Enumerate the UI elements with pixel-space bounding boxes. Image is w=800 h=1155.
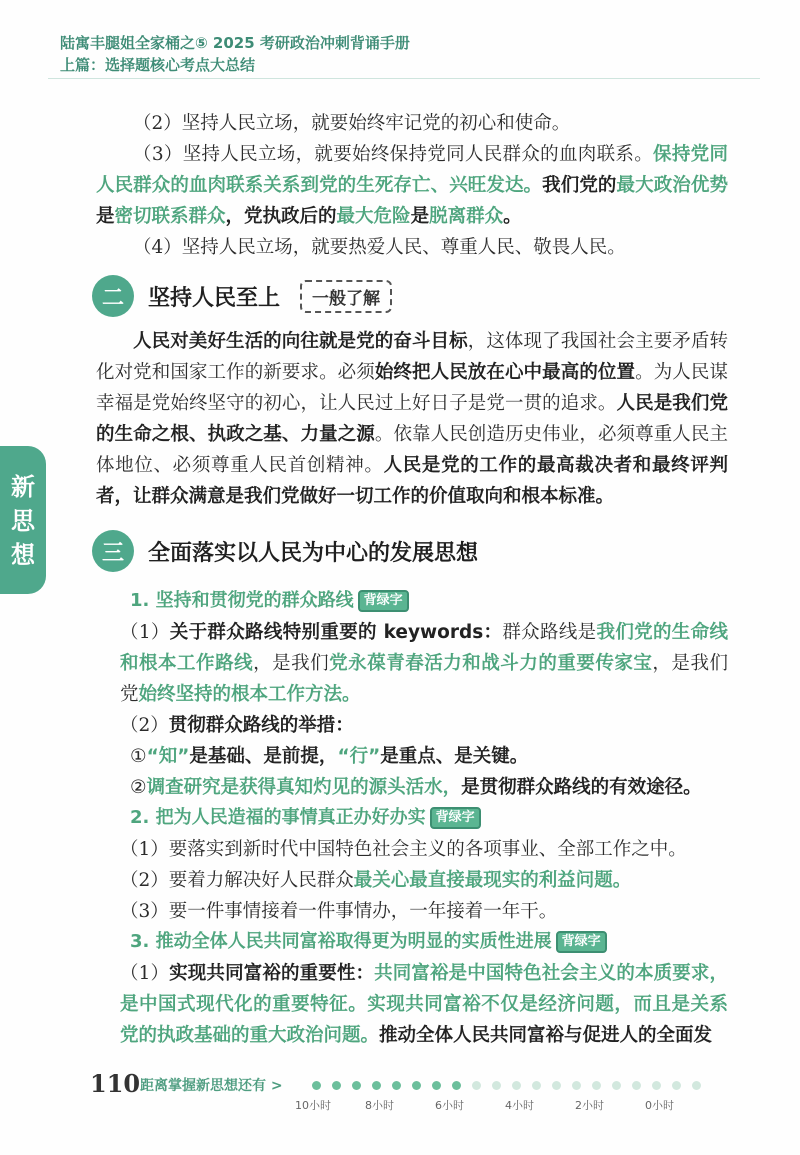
section-title: 坚持人民至上 — [148, 285, 281, 311]
highlight-green: 共同富裕是中国特色社会主义的本质要求，是中国式现代化的重要特征。实现共同富裕不仅是经济问题，而且是关系党的执政基础的重大政治问题。 — [120, 963, 728, 1046]
progress-dot — [332, 1081, 341, 1090]
subheading-3 — [130, 927, 607, 957]
tick-label: 4小时 — [505, 1099, 534, 1112]
s2-paragraph-2 — [120, 865, 728, 896]
text-span: 。为人民谋幸福是党始终坚守的初心，让人民过上好日子是党一贯的追求。 — [96, 362, 728, 414]
memorize-badge: 背绿字 — [430, 807, 481, 829]
progress-dot — [672, 1081, 681, 1090]
subheading-text: 3. 推动全体人民共同富裕取得更为明显的实质性进展 — [130, 931, 552, 952]
highlight-green: 调查研究是获得真知灼见的源头活水， — [146, 777, 462, 798]
highlight-green: 最大政治优势 — [616, 175, 728, 196]
highlight-green: 党永葆青春活力和战斗力的重要传家宝 — [329, 653, 653, 674]
text-span: （2） — [120, 715, 169, 736]
progress-dot — [612, 1081, 621, 1090]
highlight-green: 最大危险 — [336, 206, 411, 227]
s1-paragraph-1 — [120, 617, 728, 710]
highlight-green: 始终坚持的根本工作方法。 — [138, 684, 361, 705]
text-bold: 是 — [96, 206, 115, 227]
text-bold: 实现共同富裕的重要性： — [169, 963, 375, 984]
text-span: ① — [130, 746, 147, 767]
progress-dot — [392, 1081, 401, 1090]
text-bold: 是贯彻群众路线的有效途径。 — [461, 777, 702, 798]
side-tab-char: 想 — [11, 541, 35, 569]
paragraph-p2: （2）坚持人民立场，就要始终牢记党的初心和使命。 — [133, 113, 571, 134]
text-bold: 是基础、是前提， — [189, 746, 338, 767]
running-header — [60, 32, 410, 76]
progress-dot — [652, 1081, 661, 1090]
highlight-green: 保持党同人民群众的血肉联系关系到党的生死存亡、兴旺发达。 — [96, 144, 728, 196]
text-bold: 是 — [410, 206, 430, 227]
highlight-green: 我们党的生命线和根本工作路线 — [120, 622, 728, 674]
side-tab-char: 新 — [11, 473, 35, 501]
side-tab-char: 思 — [11, 507, 35, 535]
progress-dot — [312, 1081, 321, 1090]
highlight-green: “知” — [146, 746, 190, 767]
text-bold: 关于群众路线特别重要的 keywords： — [169, 622, 503, 643]
progress-dot — [632, 1081, 641, 1090]
section-number-icon: 二 — [92, 275, 134, 317]
subheading-text: 2. 把为人民造福的事情真正办好办实 — [130, 807, 426, 828]
tick-label: 0小时 — [645, 1099, 674, 1112]
text-span: ，是我们党 — [120, 653, 728, 705]
progress-dot — [352, 1081, 361, 1090]
text-span: ② — [130, 777, 147, 798]
s1-paragraph-2 — [120, 710, 728, 741]
highlight-green: 最关心最直接最现实的利益问题。 — [353, 870, 632, 891]
text-bold: 始终把人民放在心中最高的位置 — [374, 362, 636, 383]
text-span: 。依靠人民创造历史伟业，必须尊重人民主体地位、必须尊重人民首创精神。 — [96, 424, 728, 476]
section-heading-2 — [92, 275, 392, 317]
progress-label: 距离掌握新思想还有 > — [140, 1078, 283, 1094]
text-bold: 是重点、是关键。 — [380, 746, 529, 767]
s3-paragraph-1 — [120, 958, 728, 1051]
progress-dot — [472, 1081, 481, 1090]
tick-label: 8小时 — [365, 1099, 394, 1112]
header-chapter: 上篇：选择题核心考点大总结 — [60, 56, 256, 74]
section-heading-3 — [92, 530, 478, 572]
page-number: 110 — [90, 1069, 141, 1098]
progress-dot — [512, 1081, 521, 1090]
highlight-green: 密切联系群众 — [114, 206, 226, 227]
progress-dots — [312, 1079, 742, 1093]
progress-dot — [552, 1081, 561, 1090]
section-number-icon: 三 — [92, 530, 134, 572]
text-span: 群众路线是 — [502, 622, 597, 643]
subheading-2 — [130, 803, 481, 833]
text-bold: 推动全体人民共同富裕与促进人的全面发 — [379, 1025, 713, 1046]
highlight-green: 脱离群众 — [429, 206, 504, 227]
progress-dot — [532, 1081, 541, 1090]
memorize-badge: 背绿字 — [358, 590, 409, 612]
side-chapter-tab — [0, 446, 46, 594]
progress-dot — [452, 1081, 461, 1090]
progress-dot — [572, 1081, 581, 1090]
paragraph-p4: （4）坚持人民立场，就要热爱人民、尊重人民、敬畏人民。 — [133, 237, 626, 258]
importance-tag: 一般了解 — [300, 280, 392, 313]
progress-dot — [492, 1081, 501, 1090]
subheading-text: 1. 坚持和贯彻党的群众路线 — [130, 590, 354, 611]
paragraph-p3 — [96, 139, 728, 232]
s1-paragraph-3 — [130, 741, 728, 772]
text-bold: 。 — [503, 206, 522, 227]
tick-label: 2小时 — [575, 1099, 604, 1112]
progress-dot — [372, 1081, 381, 1090]
progress-dot — [692, 1081, 701, 1090]
text-span: （1） — [120, 963, 170, 984]
section2-body — [96, 326, 728, 512]
progress-dot — [432, 1081, 441, 1090]
tick-label: 10小时 — [295, 1099, 331, 1112]
header-book-title: 陆寓丰腿姐全家桶之⑤ 2025 考研政治冲刺背诵手册 — [60, 34, 410, 52]
progress-dot — [412, 1081, 421, 1090]
subheading-1 — [130, 586, 409, 616]
tick-label: 6小时 — [435, 1099, 464, 1112]
highlight-green: “行” — [337, 746, 381, 767]
s2-paragraph-3: （3）要一件事情接着一件事情办，一年接着一年干。 — [120, 901, 558, 922]
text-bold: 贯彻群众路线的举措： — [168, 715, 354, 736]
section-title: 全面落实以人民为中心的发展思想 — [148, 540, 479, 566]
header-divider — [48, 78, 760, 79]
memorize-badge: 背绿字 — [556, 931, 607, 953]
s1-paragraph-4 — [130, 772, 728, 803]
text-bold: 人民对美好生活的向往就是党的奋斗目标 — [133, 331, 468, 352]
text-span: （1） — [120, 622, 170, 643]
text-span: （2）要着力解决好人民群众 — [120, 870, 354, 891]
text-span: ，是我们 — [253, 653, 330, 674]
progress-dot — [592, 1081, 601, 1090]
text-bold: 人民是党的工作的最高裁决者和最终评判者，让群众满意是我们党做好一切工作的价值取向和根本标准。 — [96, 455, 728, 507]
text-bold: 我们党的 — [542, 175, 617, 196]
text-span: （3）坚持人民立场，就要始终保持党同人民群众的血肉联系。 — [133, 144, 654, 165]
text-span: ，这体现了我国社会主要矛盾转化对党和国家工作的新要求。必须 — [96, 331, 728, 383]
text-bold: ，党执政后的 — [225, 206, 337, 227]
s2-paragraph-1: （1）要落实到新时代中国特色社会主义的各项事业、全部工作之中。 — [120, 839, 687, 860]
text-bold: 人民是我们党的生命之根、执政之基、力量之源 — [96, 393, 728, 445]
